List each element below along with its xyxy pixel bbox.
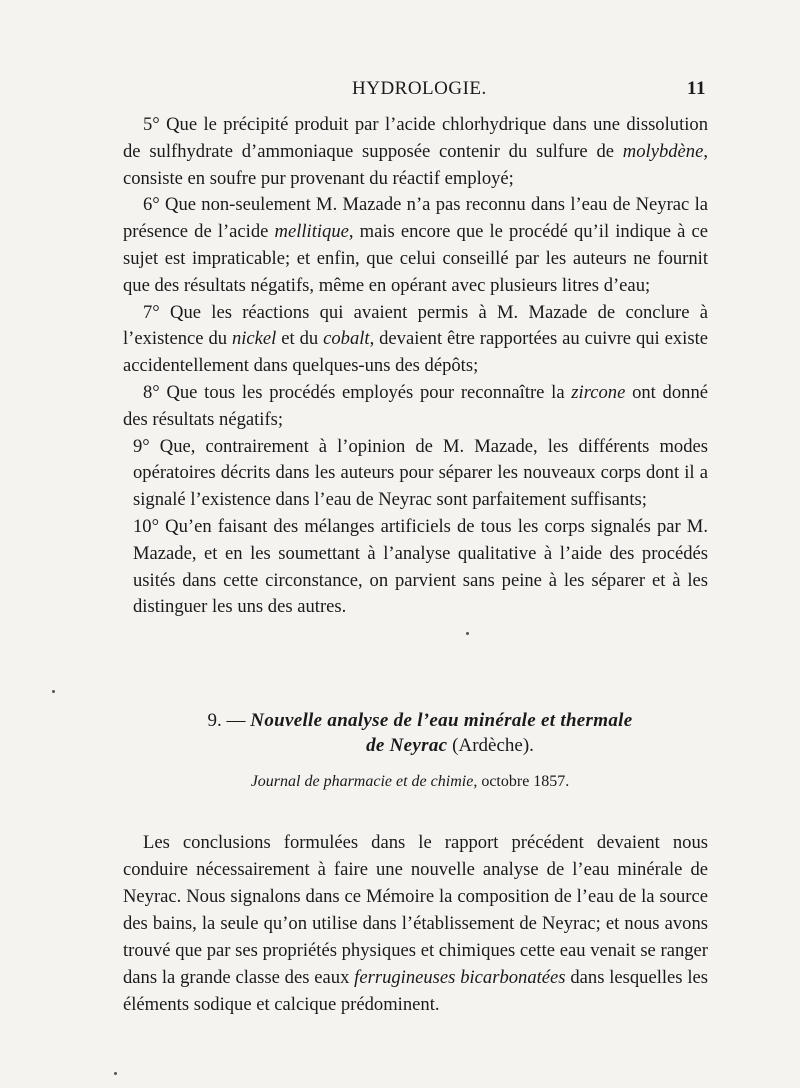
section-title-suffix: (Ardèche). [452,735,534,756]
section-title-line2-wrap [200,733,700,758]
paper-speck [114,1072,117,1075]
running-title: HYDROLOGIE. [352,78,487,99]
list-item-6: 6° Que non-seulement M. Mazade n’a pas reconnu dans l’eau de Neyrac la présence de l’acide mellitique, mais encore que le procédé qu’il indique à ce sujet est impraticable; et enfin, que celui conseillé par les auteurs ne fournit que des résultats négatifs, même en opérant avec plusieurs litres d’eau; [123,194,708,296]
section-title-line1: Nouvelle analyse de l’eau minérale et thermale [250,710,633,731]
section-heading [140,708,700,758]
paper-speck [52,690,55,693]
conclusion-paragraph [123,829,708,1018]
paper-speck [466,632,469,635]
list-item-7: 7° Que les réactions qui avaient permis à M. Mazade de conclure à l’existence du nickel et du cobalt, devaient être rapportées au cuivre qui existe accidentellement dans quelques-uns des dépôts; [123,301,709,377]
running-head [120,78,720,104]
list-item-5: 5° Que le précipité produit par l’acide chlorhydrique dans une dissolution de sulfhydrate d’ammoniaque supposée contenir du sulfure de molybdène, consiste en soufre pur provenant du réactif employé; [123,114,708,189]
page-number: 11 [687,78,706,99]
section-title-line2: de Neyrac [366,735,448,756]
list-item-10: 10° Qu’en faisant des mélanges artificiels de tous les corps signalés par M. Mazade, et en les soumettant à l’analyse qualitative à l’aide des procédés usités dans cette circonstance, on parvient sans peine à les séparer et à les distinguer les uns des autres. [133,515,708,618]
conclusion-text: Les conclusions formulées dans le rapport précédent devaient nous conduire nécessairement à faire une nouvelle analyse de l’eau minérale de Neyrac. Nous signalons dans ce Mémoire la composition de l’eau de la source des bains, la seule qu’on utilise dans l’établissement de Neyrac; et nous avons trouvé que par ses propriétés physiques et chimiques cette eau venait se ranger dans la grande classe des eaux ferrugineuses bicarbonatées dans lesquelles les éléments sodique et calcique prédominent. [123,832,709,1015]
source-citation [200,773,620,791]
conclusions-list [123,112,708,621]
source-journal: Journal de pharmacie et de chimie [250,773,474,790]
list-item-9: 9° Que, contrairement à l’opinion de M. Mazade, les différents modes opératoires décrits dans les auteurs pour séparer les nouveaux corps dont il a signalé l’existence dans l’eau de Neyrac sont parfaitement suffisants; [133,435,708,511]
section-number: 9. — [207,710,246,731]
source-date: , octobre 1857. [473,773,570,790]
list-item-8: 8° Que tous les procédés employés pour reconnaître la zircone ont donné des résultats négatifs; [123,381,708,430]
